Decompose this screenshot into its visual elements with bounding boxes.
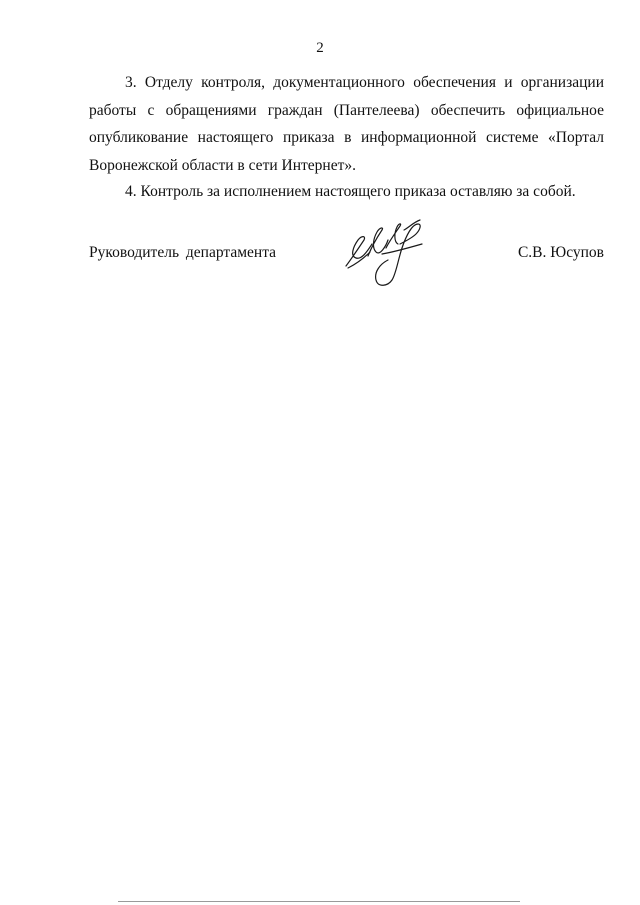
signatory-name: С.В. Юсупов xyxy=(517,244,604,261)
page-number: 2 xyxy=(316,40,324,56)
paragraph-4: 4. Контроль за исполнением настоящего приказа оставляю за собой. xyxy=(125,183,576,200)
paragraph-3: 3. Отделу контроля, документационного обеспечения и организации работы с обращениями граждан (Пантелеева) обеспечить официальное опубликование настоящего приказа в информационной системе «Портал Воронежской области в сети Интернет». xyxy=(89,74,604,174)
scan-edge-line xyxy=(118,901,520,902)
signatory-position: Руководитель департамента xyxy=(89,244,277,261)
handwritten-signature xyxy=(342,218,430,290)
